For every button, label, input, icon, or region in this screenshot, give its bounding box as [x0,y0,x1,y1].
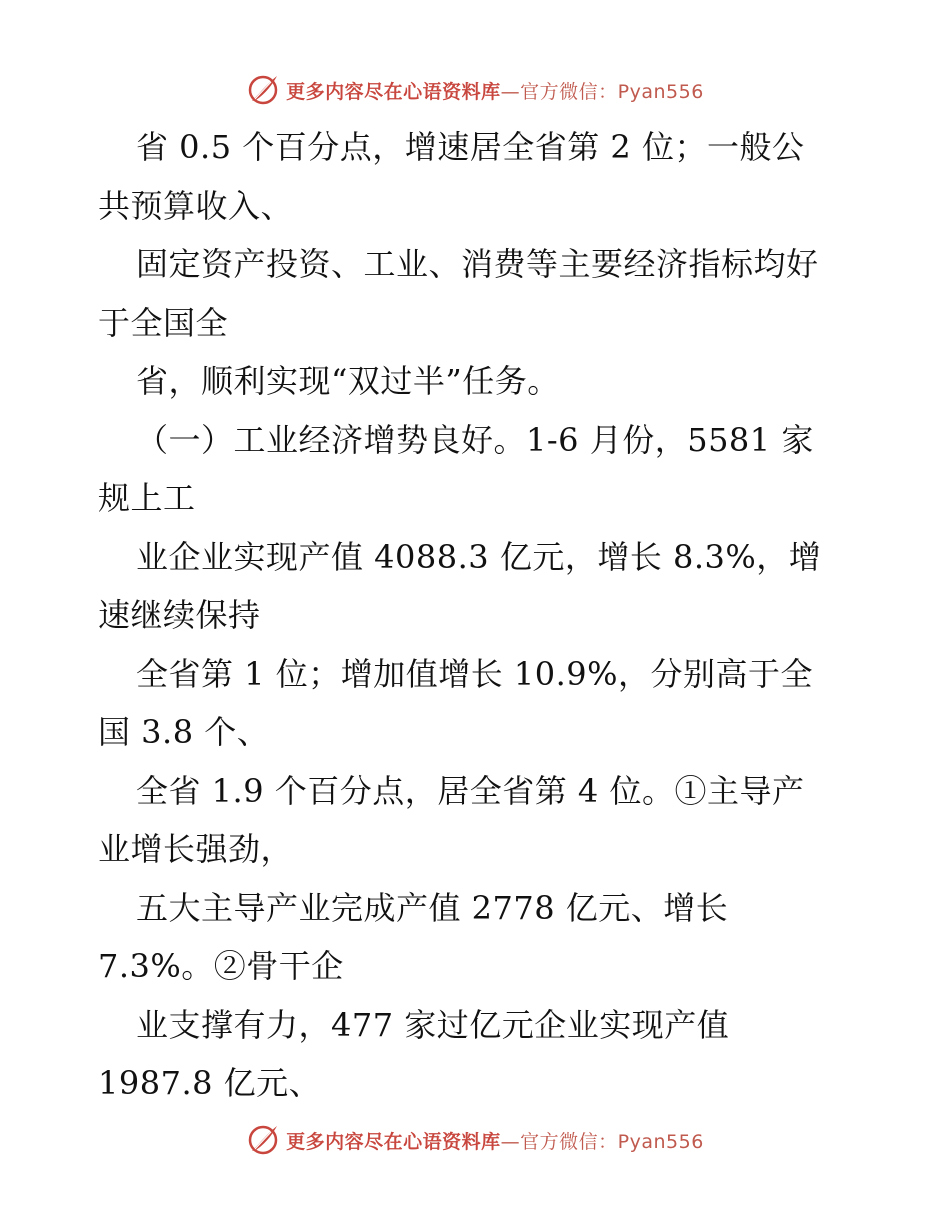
watermark-text: 更多内容尽在心语资料库—官方微信：Pyan556 [286,80,704,103]
text-line: 省，顺利实现“双过半”任务。 [136,362,560,400]
text-line: 全省 1.9 个百分点，居全省第 4 位。①主导产 [136,771,805,810]
feather-pen-logo-icon [246,1123,280,1157]
text-line: 业企业实现产值 4088.3 亿元，增长 8.3%，增 [136,537,822,576]
document-body [98,118,858,1113]
text-line: 规上工 [98,479,196,517]
text-line: （一）工业经济增势良好。1-6 月份，5581 家 [136,420,814,459]
text-line: 1987.8 亿元、 [98,1064,322,1102]
feather-pen-logo-icon [246,73,280,107]
text-line: 国 3.8 个、 [98,713,270,751]
text-line: 全省第 1 位；增加值增长 10.9%，分别高于全 [136,654,814,693]
watermark-text: 更多内容尽在心语资料库—官方微信：Pyan556 [286,1130,704,1153]
text-line: 速继续保持 [98,596,261,634]
text-line: 业支撑有力，477 家过亿元企业实现产值 [136,1005,730,1044]
header-watermark [0,70,950,110]
text-line: 五大主导产业完成产值 2778 亿元、增长 [136,888,729,927]
text-line: 于全国全 [98,303,229,342]
text-line: 7.3%。②骨干企 [98,947,344,985]
text-line: 业增长强劲， [98,830,294,868]
text-line: 固定资产投资、工业、消费等主要经济指标均好 [136,245,819,283]
text-line: 共预算收入、 [98,186,294,225]
text-line: 省 0.5 个百分点，增速居全省第 2 位；一般公 [136,128,805,166]
footer-watermark [0,1120,950,1160]
